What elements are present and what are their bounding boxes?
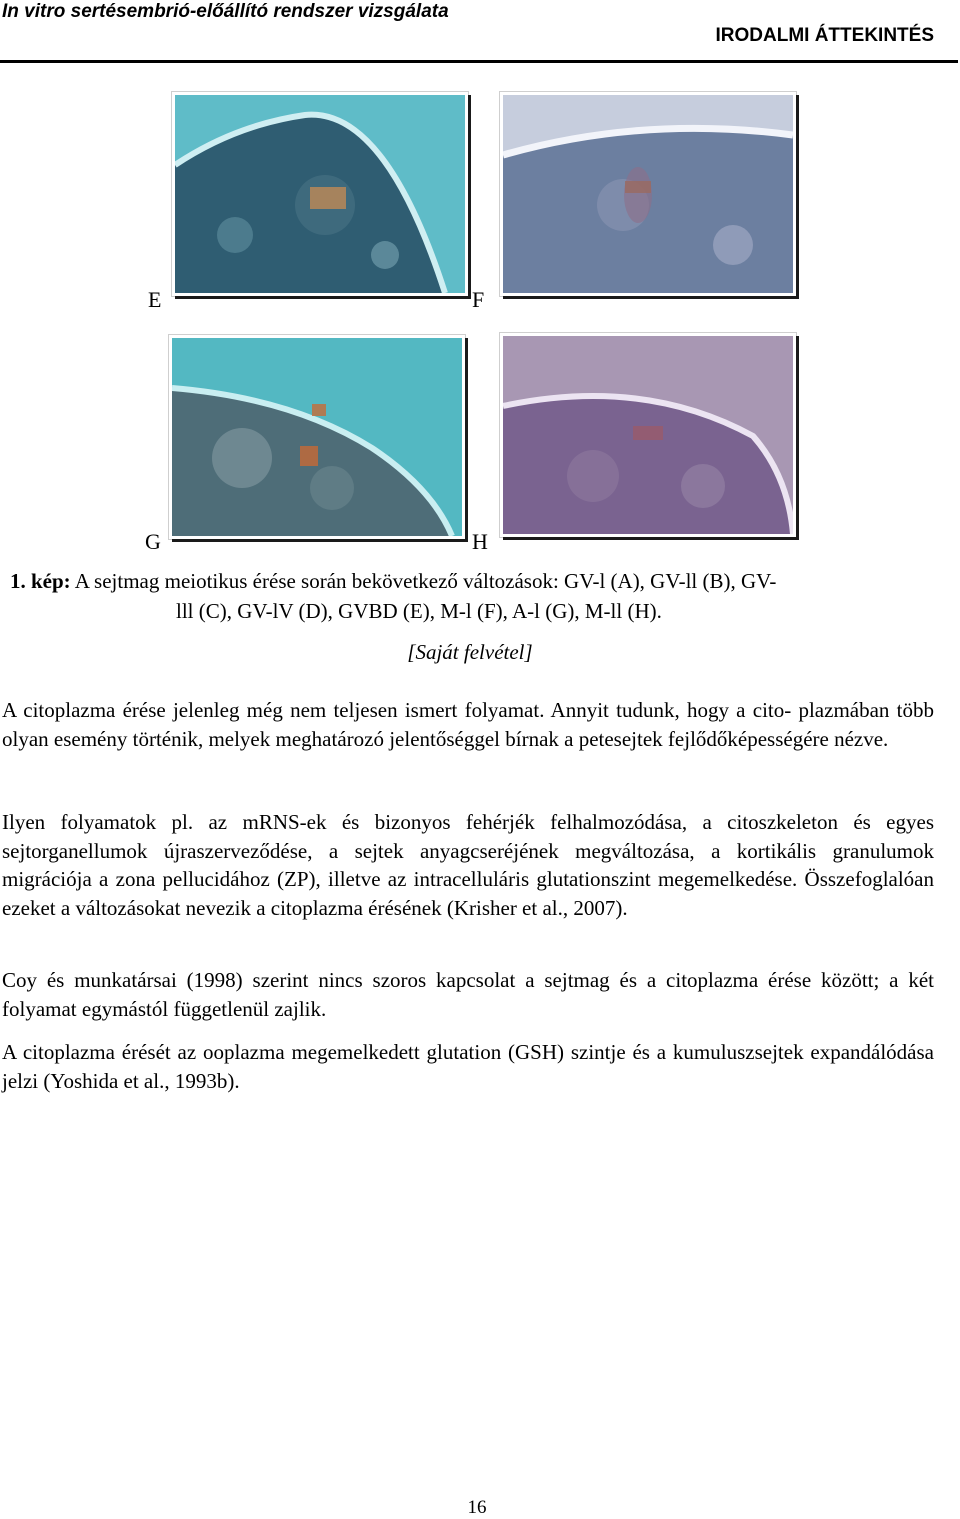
- paragraph-3: Coy és munkatársai (1998) szerint nincs szoros kapcsolat a sejtmag és a citoplazma érése között; a két folyamat egymástól függetlenül zajlik.: [2, 968, 934, 1021]
- paragraph-1: A citoplazma érése jelenleg még nem teljesen ismert folyamat. Annyit tudunk, hogy a cito- plazmában több olyan esemény történik, melyek meghatározó jelentőséggel bírnak a petesejtek fejlődőképességére nézve.: [2, 698, 934, 751]
- caption-line-1: A sejtmag meiotikus érése során bekövetkező változások: GV-l (A), GV-ll (B), GV-: [70, 569, 777, 593]
- micrograph-e-image: [175, 95, 465, 293]
- header-divider: [0, 60, 958, 63]
- micrograph-g: [169, 335, 465, 539]
- panel-label-g: G: [145, 529, 161, 554]
- paragraph-4: A citoplazma érését az ooplazma megemelkedett glutation (GSH) szintje és a kumuluszsejtek expandálódása jelzi (Yoshida et al., 1993b).: [2, 1040, 934, 1093]
- caption-prefix: 1. kép:: [10, 569, 71, 593]
- section-title: IRODALMI ÁTTEKINTÉS: [715, 25, 934, 46]
- panel-label-h: H: [472, 529, 488, 554]
- caption-line-2: lll (C), GV-lV (D), GVBD (E), M-l (F), A-l (G), M-ll (H).: [176, 599, 662, 623]
- panel-label-f: F: [472, 287, 485, 312]
- figure-source: [Saját felvétel]: [407, 640, 533, 664]
- micrograph-f-image: [503, 95, 793, 293]
- running-title: [2, 0, 449, 24]
- paragraph-2: Ilyen folyamatok pl. az mRNS-ek és bizonyos fehérjék felhalmozódása, a citoszkeleton és egyes sejtorganellumok újraszerveződése, a sejtek anyagcseréjének megváltozása, a kortikális granulumok migrációja a zona pellucidához (ZP), illetve az intracelluláris glutationszint megemelkedése. Összefoglalóan ezeket a változásokat nevezik a citoplazma érésének (Krisher et al., 2007).: [2, 810, 934, 920]
- panel-label-e: E: [148, 287, 162, 312]
- running-title-italic: In vitro: [2, 1, 66, 22]
- micrograph-f: [500, 92, 796, 296]
- micrograph-h: [500, 333, 796, 537]
- micrograph-e: [172, 92, 468, 296]
- micrograph-g-image: [172, 338, 462, 536]
- running-title-rest: sertésembrió-előállító rendszer vizsgálata: [65, 1, 449, 22]
- figure-caption: [10, 566, 930, 626]
- page-number: 16: [467, 1497, 487, 1518]
- micrograph-h-image: [503, 336, 793, 534]
